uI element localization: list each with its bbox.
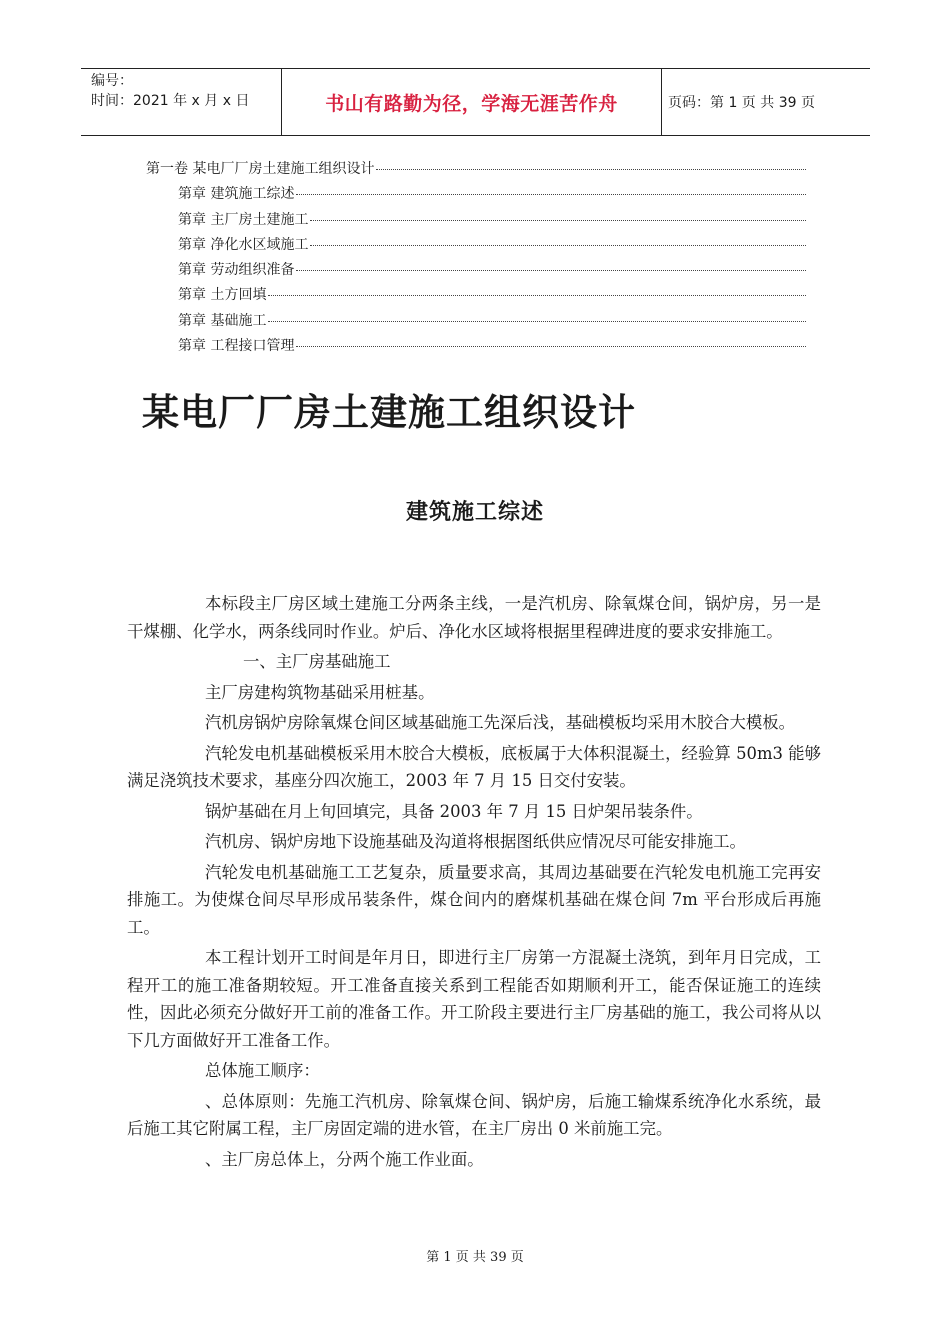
header-page-cell [662,69,870,135]
toc-label: 第一卷 某电厂厂房土建施工组织设计 [146,161,375,177]
number-label: 编号： [91,73,133,89]
paragraph: 汽机房锅炉房除氧煤仓间区域基础施工先深后浅，基础模板均采用木胶合大模板。 [205,713,796,732]
paragraph: 汽轮发电机基础模板采用木胶合大模板，底板属于大体积混凝土，经验算 50m3 能够满足浇筑技术要求，基座分四次施工，2003 年 7 月 15 日交付安装。 [127,743,821,790]
paragraph: 、主厂房总体上，分两个施工作业面。 [205,1149,484,1169]
document-header [81,68,870,136]
header-meta [81,69,282,135]
toc-entry[interactable] [146,335,806,360]
toc-leader [376,169,806,170]
toc-entry[interactable] [146,284,806,309]
toc-leader [296,194,806,195]
toc-entry[interactable] [146,310,806,335]
toc-entry[interactable] [146,259,806,284]
toc-label: 第章 主厂房土建施工 [178,211,309,228]
toc-leader [296,270,806,271]
paragraph: 本工程计划开工时间是年月日，即进行主厂房第一方混凝土浇筑，到年月日完成，工程开工的施工准备期较短。开工准备直接关系到工程能否如期顺利开工，能否保证施工的连续性，因此必须充分做好开工前的准备工作。开工阶段主要进行主厂房基础的施工，我公司将从以下几方面做好开工准备工作。 [127,948,821,1050]
toc-entry[interactable] [146,209,806,234]
paragraph: 锅炉基础在月上旬回填完，具备 2003 年 7 月 15 日炉架吊装条件。 [205,801,703,821]
page-footer: 第 1 页 共 39 页 [426,1250,524,1265]
paragraph: 本标段主厂房区域土建施工分两条主线，一是汽机房、除氧煤仓间，锅炉房，另一是干煤棚、化学水，两条线同时作业。炉后、净化水区域将根据里程碑进度的要求安排施工。 [127,594,821,641]
page-info: 页码：第 1 页 共 39 页 [668,95,815,111]
paragraph: 汽轮发电机基础施工工艺复杂，质量要求高，其周边基础要在汽轮发电机施工完再安排施工。为使煤仓间尽早形成吊装条件，煤仓间内的磨煤机基础在煤仓间 7m 平台形成后再施工。 [127,862,821,937]
paragraph: 、总体原则：先施工汽机房、除氧煤仓间、锅炉房，后施工输煤系统净化水系统，最后施工其它附属工程，主厂房固定端的进水管，在主厂房出 0 米前施工完。 [127,1091,821,1138]
document-title: 某电厂厂房土建施工组织设计 [142,391,636,434]
paragraph: 总体施工顺序： [205,1061,320,1080]
toc-entry[interactable] [146,183,806,208]
header-motto-cell [282,69,662,135]
motto: 书山有路勤为径，学海无涯苦作舟 [325,92,618,115]
toc-leader [310,245,806,246]
paragraph: 主厂房建构筑物基础采用桩基。 [205,682,435,702]
section-title: 建筑施工综述 [405,500,544,525]
toc-leader [310,220,806,221]
toc-label: 第章 劳动组织准备 [178,262,295,279]
paragraph: 汽机房、锅炉房地下设施基础及沟道将根据图纸供应情况尽可能安排施工。 [205,832,746,851]
toc-entry[interactable] [146,234,806,259]
toc-label: 第章 基础施工 [178,312,267,329]
toc-leader [268,295,806,296]
body-text [127,590,821,1176]
table-of-contents [146,158,806,360]
toc-label: 第章 建筑施工综述 [178,186,295,203]
toc-leader [268,321,806,322]
toc-label: 第章 净化水区域施工 [178,236,309,253]
toc-leader [296,346,806,347]
time-line: 时间：2021 年 x 月 x 日 [91,93,250,109]
toc-label: 第章 土方回填 [178,287,267,304]
subheading: 一、主厂房基础施工 [243,652,391,671]
toc-entry[interactable] [146,158,806,183]
toc-label: 第章 工程接口管理 [178,338,295,355]
